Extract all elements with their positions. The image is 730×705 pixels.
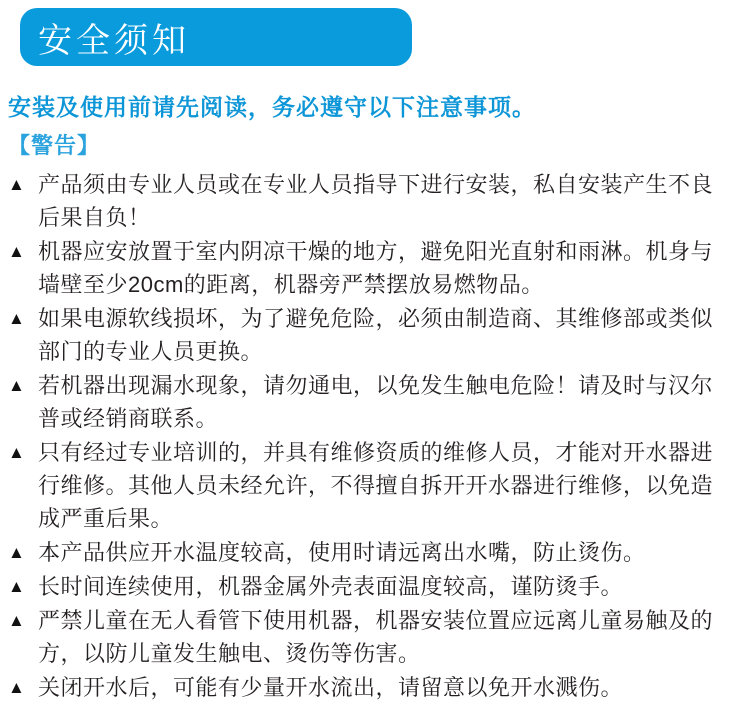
list-item xyxy=(8,235,728,301)
triangle-bullet-icon: ▲ xyxy=(8,242,26,261)
list-item xyxy=(8,570,728,603)
notice-text: 机器应安放置于室内阴凉干燥的地方，避免阳光直射和雨淋。机身与墙壁至少20cm的距离，机器旁严禁摆放易燃物品。 xyxy=(38,239,714,297)
triangle-bullet-icon: ▲ xyxy=(8,443,26,462)
triangle-bullet-icon: ▲ xyxy=(8,175,26,194)
intro-statement: 安装及使用前请先阅读，务必遵守以下注意事项。 xyxy=(8,94,536,120)
safety-notice-list xyxy=(8,168,728,704)
list-item xyxy=(8,168,728,234)
list-item xyxy=(8,604,728,670)
section-header-banner xyxy=(20,8,412,66)
notice-text: 严禁儿童在无人看管下使用机器，机器安装位置应远离儿童易触及的方，以防儿童发生触电、烫伤等伤害。 xyxy=(38,608,714,666)
list-item xyxy=(8,536,728,569)
notice-text: 产品须由专业人员或在专业人员指导下进行安装，私自安装产生不良后果自负！ xyxy=(38,172,714,230)
notice-text: 关闭开水后，可能有少量开水流出，请留意以免开水溅伤。 xyxy=(38,675,624,700)
triangle-bullet-icon: ▲ xyxy=(8,577,26,596)
triangle-bullet-icon: ▲ xyxy=(8,309,26,328)
triangle-bullet-icon: ▲ xyxy=(8,611,26,630)
page-title: 安全须知 xyxy=(38,21,190,60)
warning-label: 【警告】 xyxy=(8,133,101,158)
notice-text: 如果电源软线损坏，为了避免危险，必须由制造商、其维修部或类似部门的专业人员更换。 xyxy=(38,306,714,364)
notice-text: 只有经过专业培训的，并具有维修资质的维修人员，才能对开水器进行维修。其他人员未经允许，不得擅自拆开开水器进行维修，以免造成严重后果。 xyxy=(38,440,714,531)
list-item xyxy=(8,436,728,535)
triangle-bullet-icon: ▲ xyxy=(8,376,26,395)
triangle-bullet-icon: ▲ xyxy=(8,543,26,562)
list-item xyxy=(8,671,728,704)
list-item xyxy=(8,302,728,368)
notice-text: 长时间连续使用，机器金属外壳表面温度较高，谨防烫手。 xyxy=(38,574,624,599)
triangle-bullet-icon: ▲ xyxy=(8,678,26,697)
notice-text: 本产品供应开水温度较高，使用时请远离出水嘴，防止烫伤。 xyxy=(38,540,646,565)
notice-text: 若机器出现漏水现象，请勿通电，以免发生触电危险！请及时与汉尔普或经销商联系。 xyxy=(38,373,714,431)
list-item xyxy=(8,369,728,435)
